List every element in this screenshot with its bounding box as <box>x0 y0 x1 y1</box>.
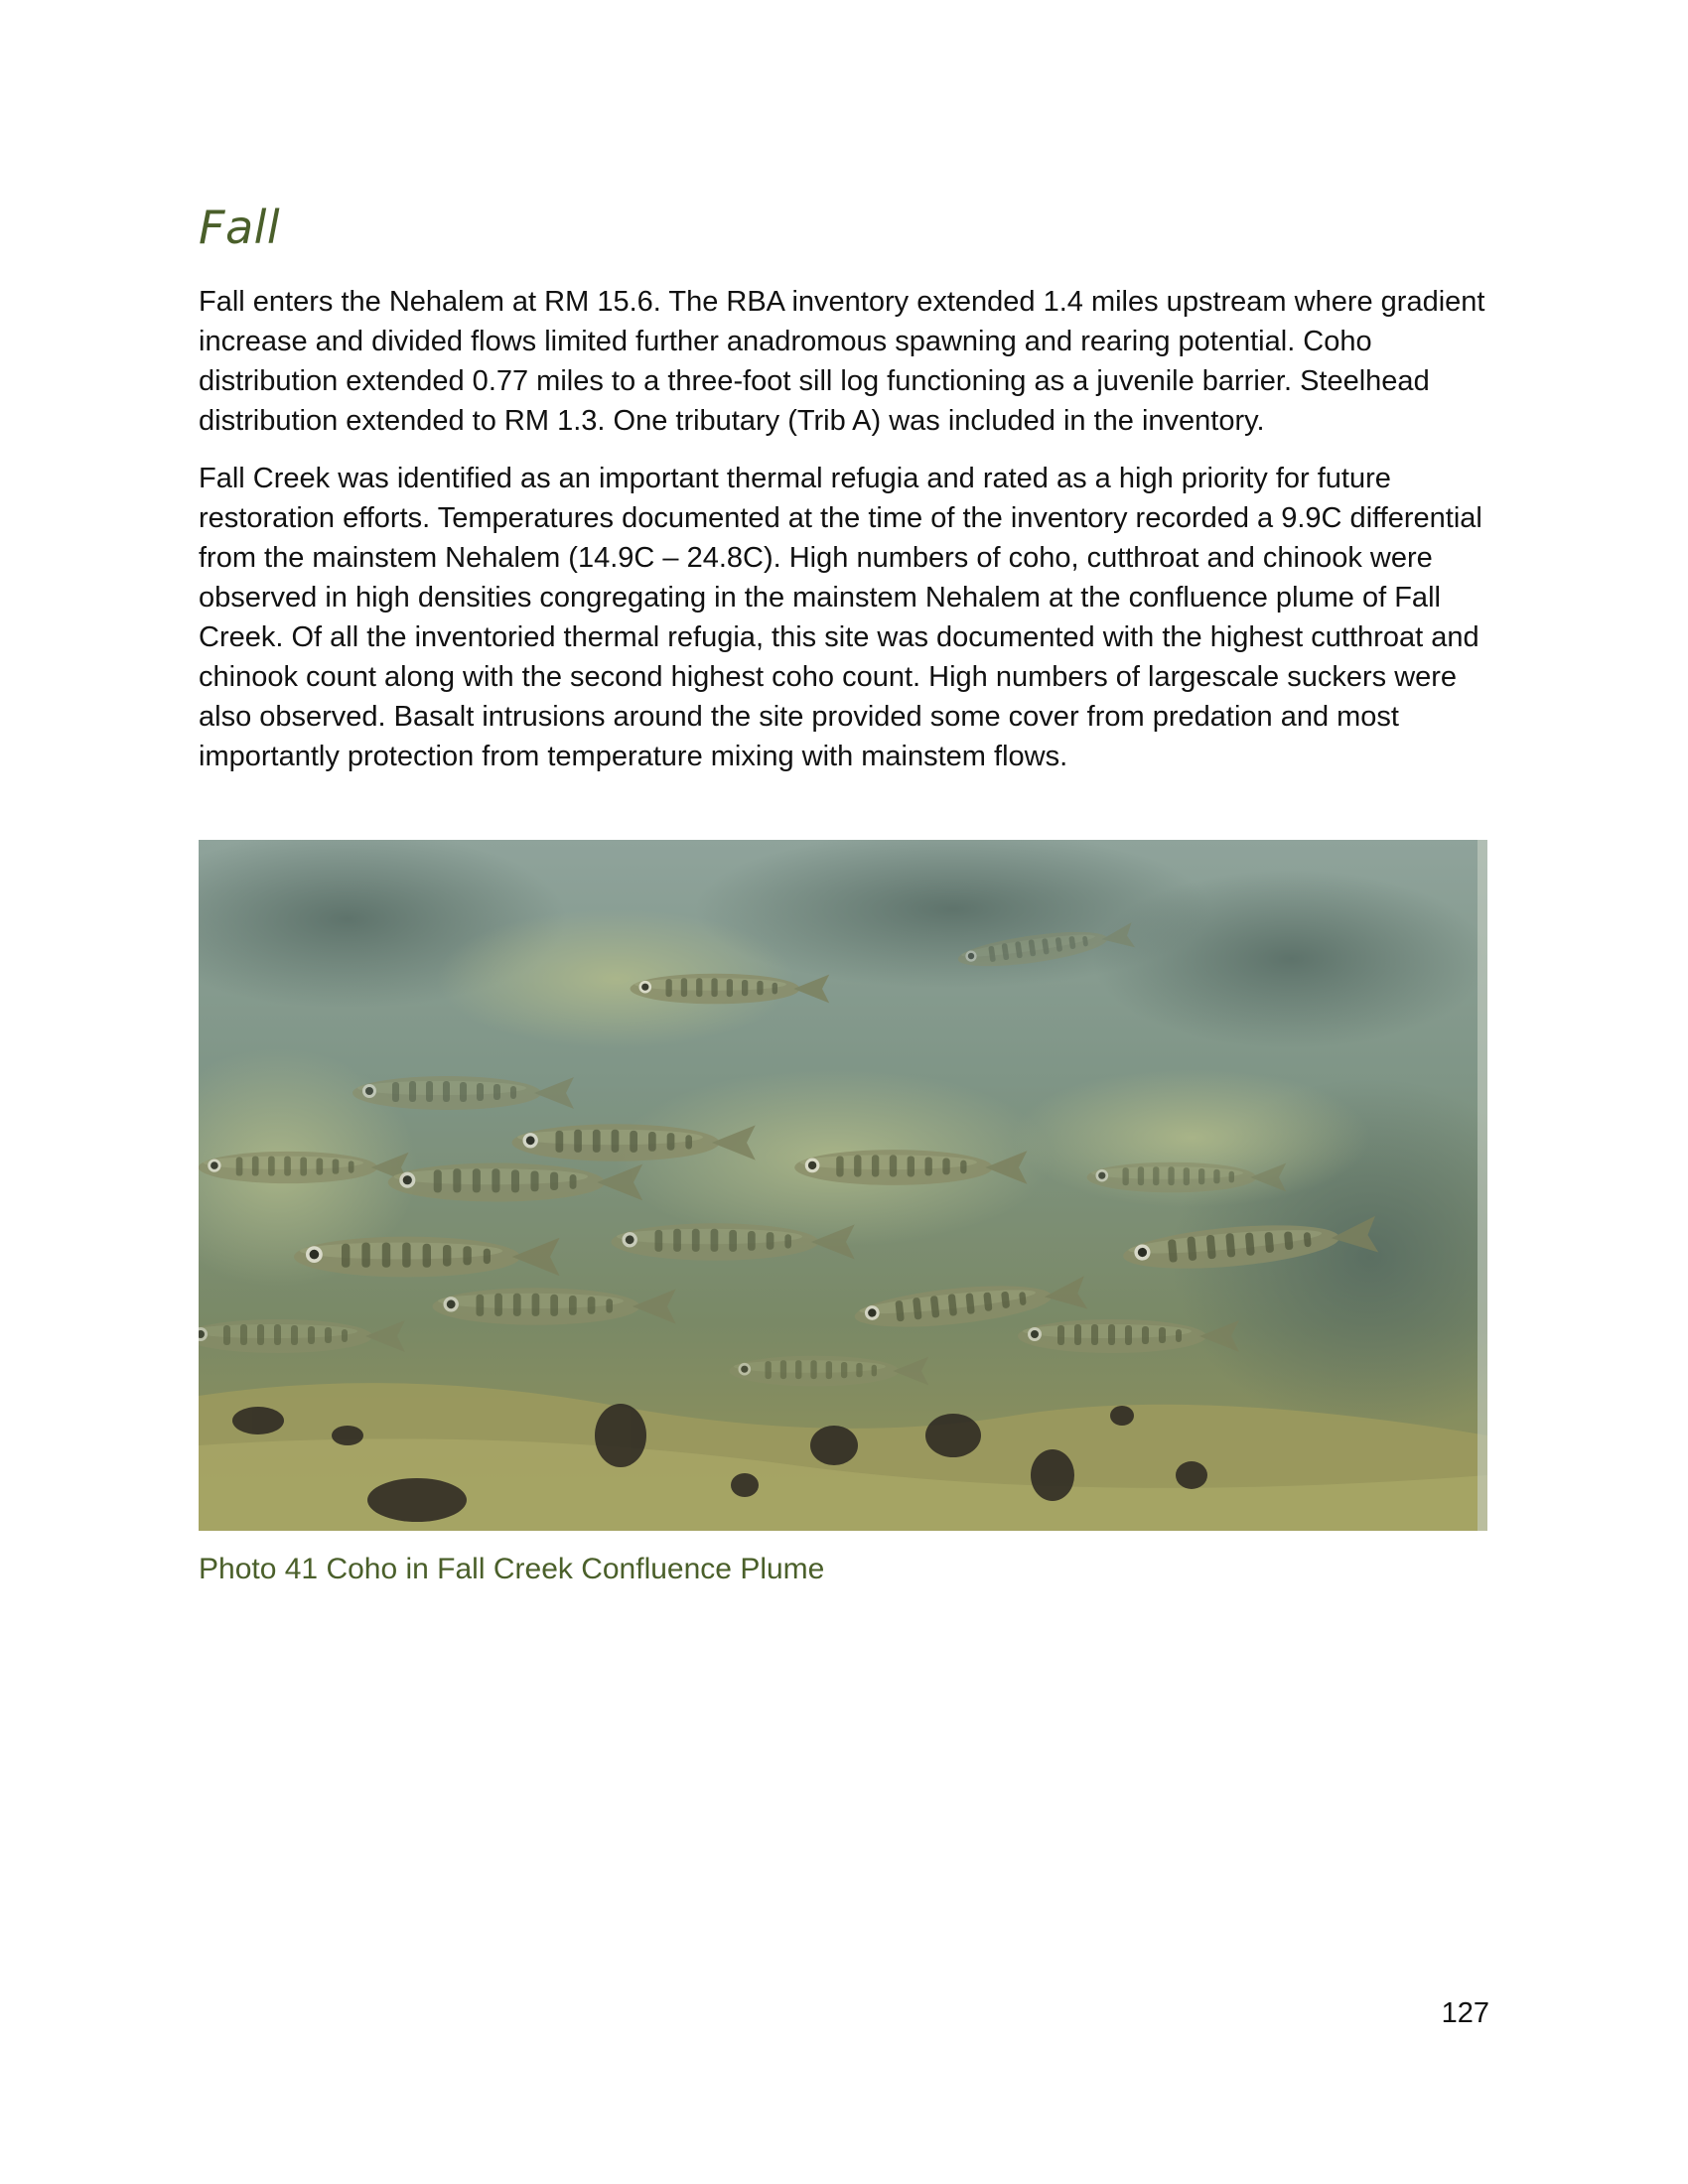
page-number: 127 <box>1441 1997 1489 2029</box>
section-heading: Fall <box>199 201 281 254</box>
body-paragraph-2: Fall Creek was identified as an important thermal refugia and rated as a high priority for future restoration efforts. Temperatures documented at the time of the inventory recorded a 9.9C differential from the mainstem Nehalem (14.9C – 24.8C). High numbers of coho, cutthroat and chinook were observed in high densities congregating in the mainstem Nehalem at the confluence plume of Fall Creek. Of all the inventoried thermal refugia, this site was documented with the highest cutthroat and chinook count along with the second highest coho count. High numbers of largescale suckers were also observed. Basalt intrusions around the site provided some cover from predation and most importantly protection from temperature mixing with mainstem flows. <box>199 463 1482 772</box>
body-paragraph-1: Fall enters the Nehalem at RM 15.6. The RBA inventory extended 1.4 miles upstream where gradient increase and divided flows limited further anadromous spawning and rearing potential. Coho distribution extended 0.77 miles to a three-foot sill log functioning as a juvenile barrier. Steelhead distribution extended to RM 1.3. One tributary (Trib A) was included in the inventory. <box>199 286 1485 437</box>
underwater-fish-illustration <box>199 840 1487 1531</box>
coho-photo <box>199 840 1487 1531</box>
photo-caption: Photo 41 Coho in Fall Creek Confluence Plume <box>199 1553 825 1585</box>
